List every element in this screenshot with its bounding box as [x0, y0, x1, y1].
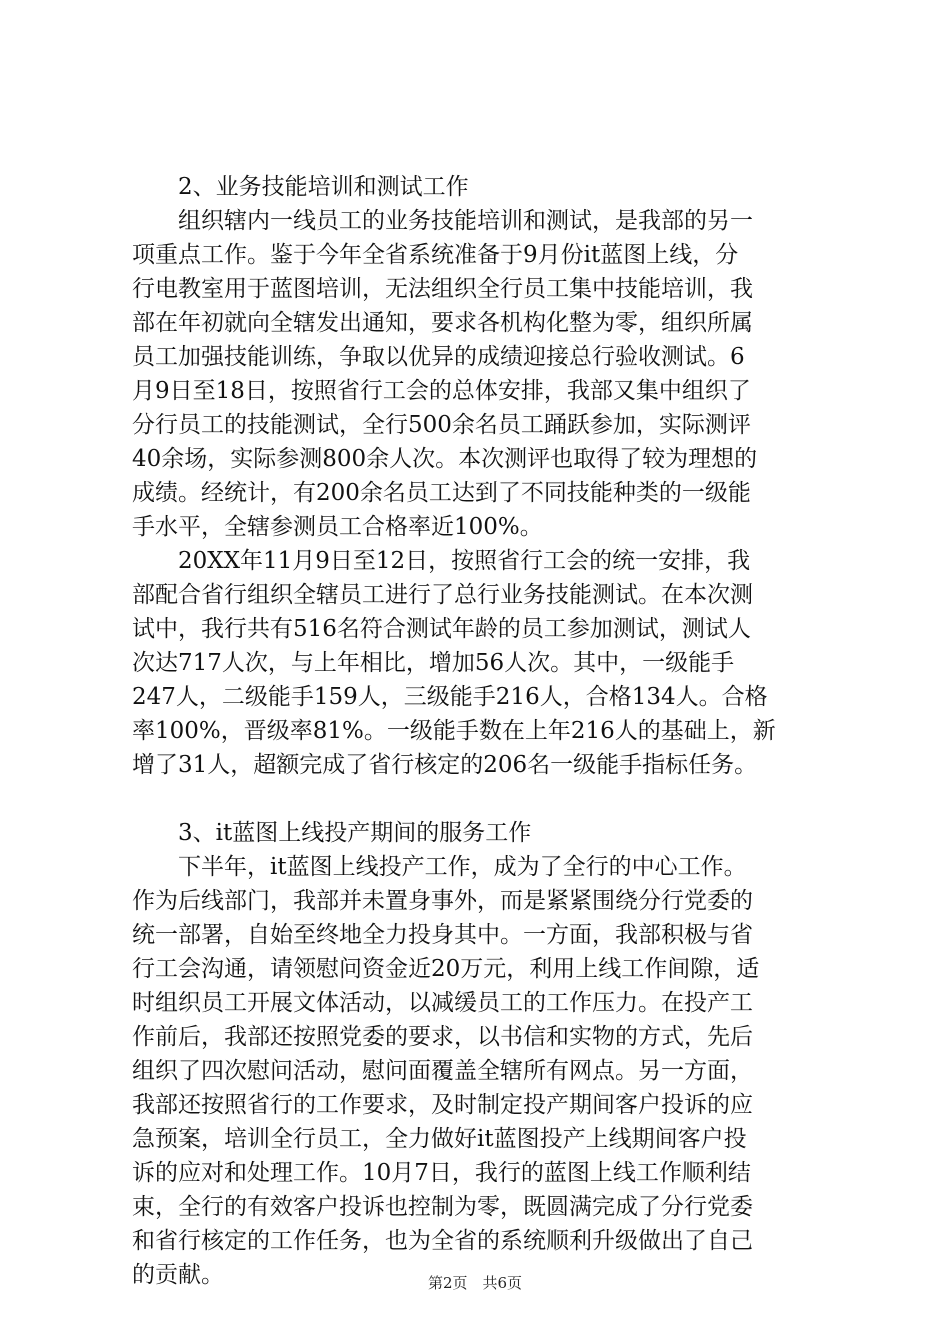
- text-line: 分行员工的技能测试，全行500余名员工踊跃参加，实际测评: [132, 412, 751, 438]
- text-line: 次达717人次，与上年相比，增加56人次。其中，一级能手: [132, 650, 735, 676]
- text-line: 项重点工作。鉴于今年全省系统准备于9月份it蓝图上线，分: [132, 242, 739, 268]
- section-2-paragraph-1: [132, 204, 832, 544]
- text-line: 统一部署，自始至终地全力投身其中。一方面，我部积极与省: [132, 922, 753, 948]
- text-line: 手水平，全辖参测员工合格率近100%。: [132, 514, 543, 540]
- text-line: 作前后，我部还按照党委的要求，以书信和实物的方式，先后: [132, 1024, 753, 1050]
- text-line: 40余场，实际参测800余人次。本次测评也取得了较为理想的: [132, 446, 758, 472]
- text-line: 试中，我行共有516名符合测试年龄的员工参加测试，测试人: [132, 616, 751, 642]
- text-line: 下半年，it蓝图上线投产工作，成为了全行的中心工作。: [132, 854, 747, 880]
- text-line: 部配合省行组织全辖员工进行了总行业务技能测试。在本次测: [132, 582, 753, 608]
- text-line: 20XX年11月9日至12日，按照省行工会的统一安排，我: [132, 548, 751, 574]
- text-line: 时组织员工开展文体活动，以减缓员工的工作压力。在投产工: [132, 990, 753, 1016]
- text-line: 率100%，晋级率81%。一级能手数在上年216人的基础上，新: [132, 718, 776, 744]
- section-3-heading: 3、it蓝图上线投产期间的服务工作: [178, 820, 532, 846]
- section-spacer: [132, 782, 832, 816]
- text-line: 的贡献。: [132, 1262, 224, 1288]
- text-line: 成绩。经统计，有200余名员工达到了不同技能种类的一级能: [132, 480, 751, 506]
- text-line: 组织辖内一线员工的业务技能培训和测试，是我部的另一: [132, 208, 753, 234]
- text-line: 和省行核定的工作任务，也为全省的系统顺利升级做出了自己: [132, 1228, 753, 1254]
- text-line: 月9日至18日，按照省行工会的总体安排，我部又集中组织了: [132, 378, 751, 404]
- document-body: [132, 170, 832, 1292]
- section-3-paragraph-1: [132, 850, 832, 1292]
- text-line: 作为后线部门，我部并未置身事外，而是紧紧围绕分行党委的: [132, 888, 753, 914]
- text-line: 247人，二级能手159人，三级能手216人，合格134人。合格: [132, 684, 768, 710]
- text-line: 诉的应对和处理工作。10月7日，我行的蓝图上线工作顺利结: [132, 1160, 751, 1186]
- text-line: 束，全行的有效客户投诉也控制为零，既圆满完成了分行党委: [132, 1194, 753, 1220]
- text-line: 组织了四次慰问活动，慰问面覆盖全辖所有网点。另一方面，: [132, 1058, 753, 1084]
- text-line: 急预案，培训全行员工，全力做好it蓝图投产上线期间客户投: [132, 1126, 747, 1152]
- text-line: 我部还按照省行的工作要求，及时制定投产期间客户投诉的应: [132, 1092, 753, 1118]
- text-line: 部在年初就向全辖发出通知，要求各机构化整为零，组织所属: [132, 310, 753, 336]
- text-line: 增了31人，超额完成了省行核定的206名一级能手指标任务。: [132, 752, 758, 778]
- text-line: 行工会沟通，请领慰问资金近20万元，利用上线工作间隙，适: [132, 956, 760, 982]
- page-number-footer: 第2页 共6页: [427, 1274, 523, 1292]
- section-2-paragraph-2: [132, 544, 832, 782]
- section-2-heading: 2、业务技能培训和测试工作: [178, 174, 469, 200]
- text-line: 员工加强技能训练，争取以优异的成绩迎接总行验收测试。6: [132, 344, 745, 370]
- text-line: 行电教室用于蓝图培训，无法组织全行员工集中技能培训，我: [132, 276, 753, 302]
